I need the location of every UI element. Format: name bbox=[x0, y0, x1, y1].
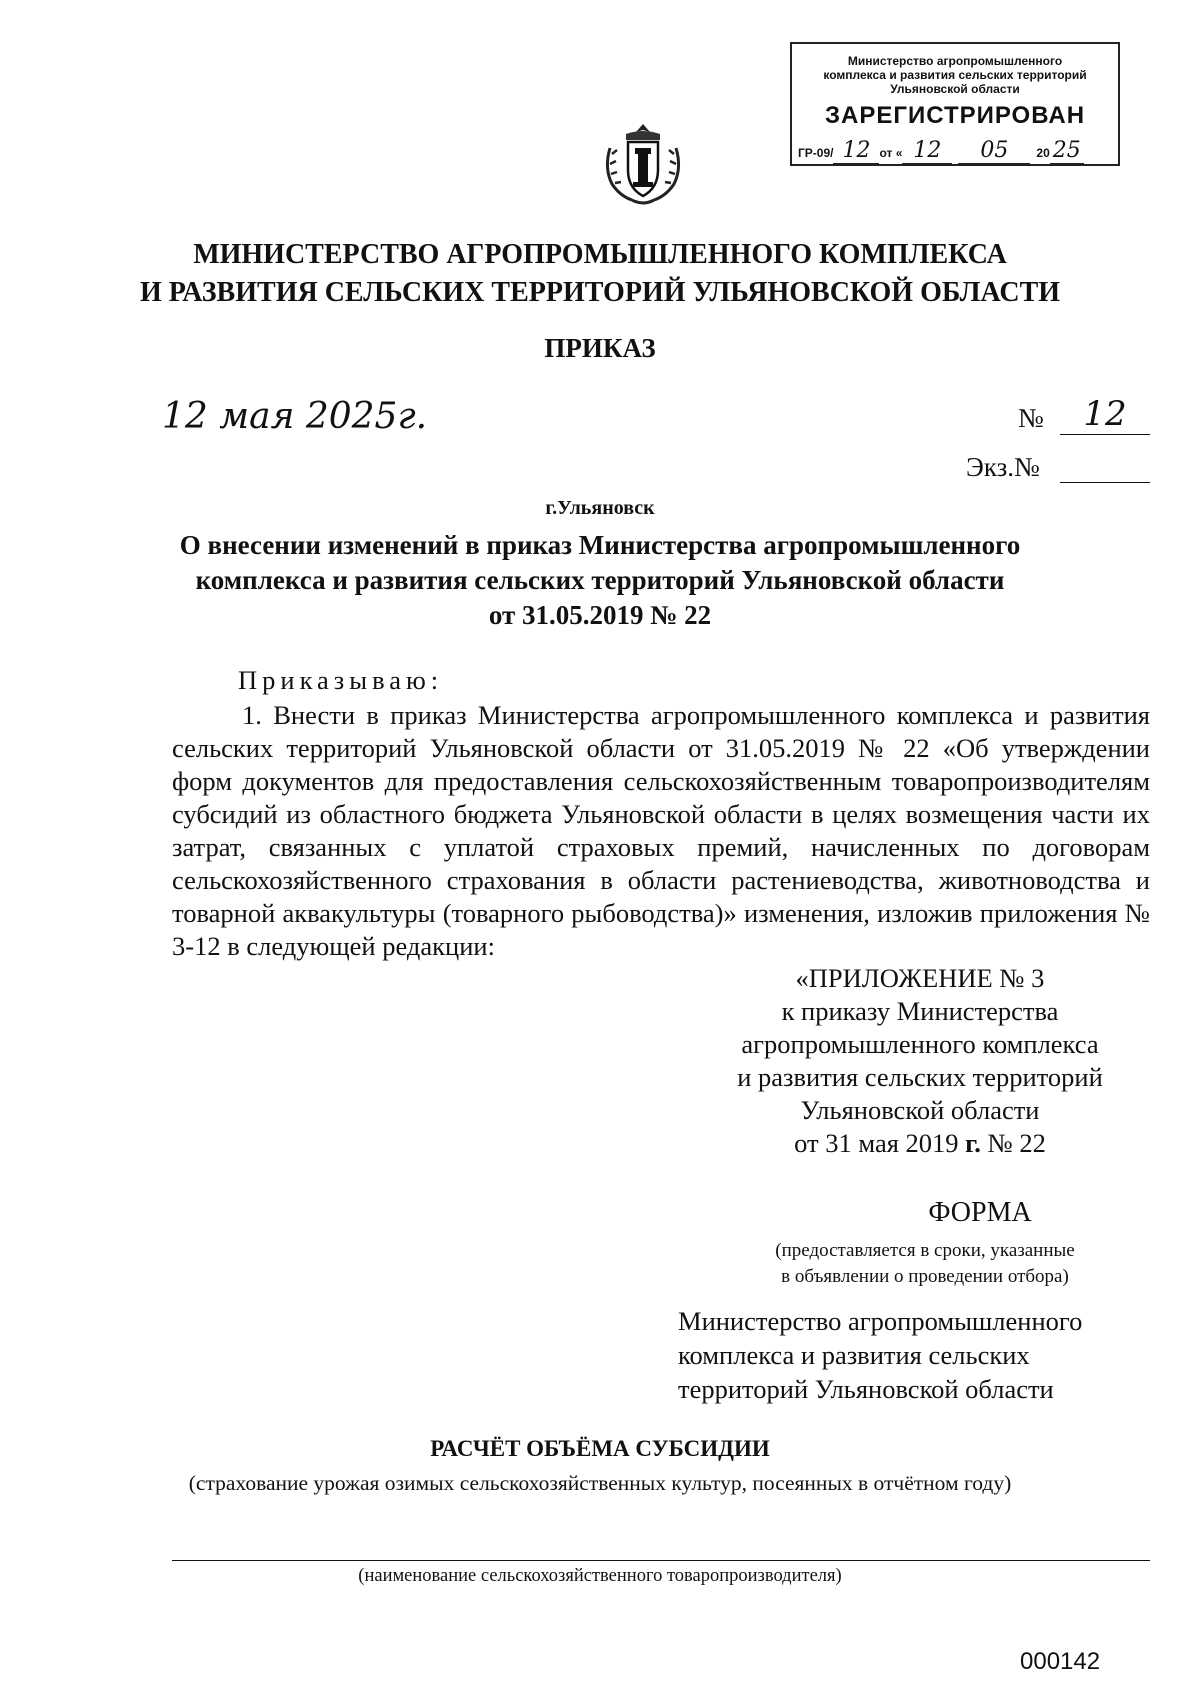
subject-line-2: комплекса и развития сельских территорий Ульяновской области bbox=[195, 565, 1005, 595]
form-note-line-1: (предоставляется в сроки, указанные bbox=[775, 1240, 1075, 1261]
addressee-line-3: территорий Ульяновской области bbox=[678, 1374, 1054, 1404]
appendix-header bbox=[700, 962, 1140, 1160]
coat-of-arms-icon bbox=[598, 118, 688, 208]
paragraph-1: 1. Внести в приказ Министерства агропромышленного комплекса и развития сельских территорий Ульяновской области от 31.05.2019 № 22 «Об утверждении форм документов для предоставления сельскохозяйственным товаропроизводителям субсидий из областного бюджета Ульяновской области в целях возмещения части их затрат, связанных с уплатой страховых премий, начисленных по договорам сельскохозяйственного страхования в области растениеводства, животноводства и товарной аквакультуры (товарного рыбоводства)» изменения, изложив приложения № 3-12 в следующей редакции: bbox=[172, 700, 1150, 961]
decree-word: Приказываю: bbox=[238, 665, 444, 695]
subject-line-1: О внесении изменений в приказ Министерства агропромышленного bbox=[179, 530, 1021, 560]
stamp-reg-month: 05 bbox=[958, 138, 1030, 164]
ministry-name bbox=[0, 236, 1200, 312]
copy-number-line bbox=[1060, 482, 1150, 483]
stamp-status: ЗАРЕГИСТРИРОВАН bbox=[824, 102, 1086, 129]
form-note bbox=[715, 1238, 1135, 1290]
stamp-registration-number bbox=[798, 138, 1112, 164]
city: г.Ульяновск bbox=[545, 497, 655, 519]
document-type: ПРИКАЗ bbox=[544, 333, 656, 363]
appendix-line-4: и развития сельских территорий bbox=[737, 1062, 1103, 1092]
appendix-number: № 22 bbox=[980, 1128, 1046, 1158]
stamp-reg-prefix: ГР-09/ bbox=[798, 146, 834, 160]
appendix-line-1: «ПРИЛОЖЕНИЕ № 3 bbox=[795, 963, 1045, 993]
appendix-line-2: к приказу Министерства bbox=[781, 996, 1059, 1026]
page-code: 000142 bbox=[1020, 1648, 1101, 1675]
appendix-line-5: Ульяновской области bbox=[800, 1095, 1040, 1125]
calculation-subtitle: (страхование урожая озимых сельскохозяйственных культур, посеянных в отчётном году) bbox=[188, 1471, 1012, 1495]
addressee-line-1: Министерство агропромышленного bbox=[678, 1306, 1083, 1336]
order-number-handwritten: 12 bbox=[1060, 394, 1150, 435]
stamp-line-1: Министерство агропромышленного bbox=[847, 54, 1063, 68]
appendix-line-6 bbox=[700, 1127, 1140, 1160]
appendix-date: от 31 мая 2019 bbox=[794, 1128, 966, 1158]
form-title: ФОРМА bbox=[928, 1197, 1032, 1228]
producer-name-field-line bbox=[172, 1560, 1150, 1561]
ministry-name-line-1: МИНИСТЕРСТВО АГРОПРОМЫШЛЕННОГО КОМПЛЕКСА bbox=[193, 239, 1007, 270]
stamp-reg-day: 12 bbox=[902, 138, 952, 164]
appendix-line-3: агропромышленного комплекса bbox=[741, 1029, 1099, 1059]
producer-name-caption: (наименование сельскохозяйственного товаропроизводителя) bbox=[358, 1566, 842, 1586]
order-subject bbox=[0, 528, 1200, 633]
stamp-reg-from: от « bbox=[879, 146, 903, 160]
calculation-title: РАСЧЁТ ОБЪЁМА СУБСИДИИ bbox=[430, 1436, 770, 1461]
addressee-line-2: комплекса и развития сельских bbox=[678, 1340, 1030, 1370]
form-note-line-2: в объявлении о проведении отбора) bbox=[781, 1266, 1069, 1287]
registration-stamp bbox=[790, 42, 1120, 166]
ministry-name-line-2: И РАЗВИТИЯ СЕЛЬСКИХ ТЕРРИТОРИЙ УЛЬЯНОВСКОЙ ОБЛАСТИ bbox=[139, 277, 1061, 308]
order-number-label: № bbox=[1018, 403, 1044, 433]
stamp-reg-year: 25 bbox=[1050, 138, 1084, 164]
appendix-year-abbr: г. bbox=[965, 1128, 981, 1158]
stamp-line-2: комплекса и развития сельских территорий bbox=[823, 68, 1087, 82]
addressee bbox=[678, 1304, 1138, 1406]
order-date-handwritten: 12 мая 2025г. bbox=[162, 396, 428, 437]
stamp-line-3: Ульяновской области bbox=[890, 82, 1020, 96]
subject-line-3: от 31.05.2019 № 22 bbox=[488, 600, 712, 630]
stamp-reg-year-prefix: 20 bbox=[1036, 146, 1050, 160]
copy-number-label: Экз.№ bbox=[966, 452, 1040, 482]
stamp-reg-number: 12 bbox=[833, 138, 879, 164]
